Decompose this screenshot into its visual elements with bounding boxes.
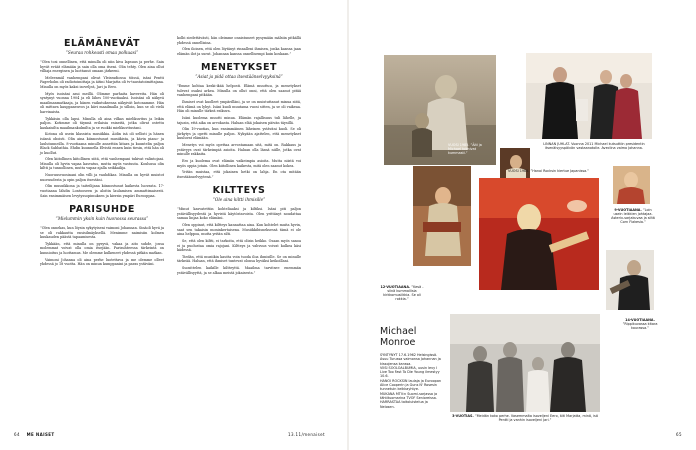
- paragraph: kolbi siedettävästi, hän oleimme onnistuneet pysymään mälsiin pitkällä yhdessä onnellisina.: [177, 36, 301, 45]
- profile-name: Michael Monroe: [380, 326, 417, 348]
- paragraph: Kotona oli usein klassista musiikkia. Äidin isä oli sellisti ja hänen isänsä oboisti. Olin aina kiinnostunut musiikista, ja kävin piano- ja laulutunneilla. 8-vuotiaana minulle annettiin kitara ja kuuntelin paljon Black Sabbathia. Ehdin kuunnella Elvistä ennen kuin tiesin, että hän oli jo kuollut.: [40, 132, 164, 155]
- paragraph: Nuoruusvuosinani olin villi ja vauhdikas. Minulla on hyvät muistot nuoruudesta ja opin paljon itsestäni.: [40, 173, 164, 182]
- left-column-1: [40, 36, 164, 269]
- caption-head: 14-VUOTIAANA.: [625, 318, 655, 322]
- paragraph: Olen kiitollinen kiitollinen siitä, että vanhempani tukivat valintojani. Minulla oli hyvin vapaa kasvatus, mutta myös vastuuta. Koulussa olin kiltti ja tunnollinen, mutta vapaa-ajalla seikkailija.: [40, 157, 164, 171]
- profile-line: HARRASTAA taitoluistelua ja Nelosen.: [380, 400, 428, 409]
- left-column-2: [177, 36, 301, 277]
- issue-label: 13.11/menaiset: [288, 432, 325, 437]
- section-heading-kiltteys: KILTTEYS: [212, 185, 266, 197]
- profile-line: SYNTYNYT 17.6.1962 Helsingissä. Asuu Turussa vaimonsa Johannan ja kissojensa kanssa.: [380, 353, 441, 366]
- magazine-brand: ME NAISET: [26, 432, 55, 437]
- section-heading-parisuhde: PARISUHDE: [69, 204, 135, 216]
- paragraph: ”Minut kasvatettiin kohteliaaksi ja kiltiksi. Isäni piti paljon ystävällisyydestä ja hyvistä käytöstavoista. Olen yrittänyt noudattaa samaa linjaa koko elämäni.: [177, 207, 301, 221]
- caption-text: ”Rippikuvassa kitara kourassa.”: [622, 322, 658, 331]
- photo-image: [526, 53, 652, 139]
- footer-right: [676, 432, 682, 437]
- paragraph: Menetys voi myös opettaa arvostamaan sitä, mitä on. Rakkaus ja ystävyys ovat tärkeimpiä asioita. Haluan olla läsnä niille, jotka ovat minulle rakkaita.: [177, 143, 301, 157]
- photo-12-vuotiaana: [413, 166, 471, 266]
- paragraph: Isäni kuolema muutti minua. Elämän rajallisuus tuli lähelle, ja tajusin, että aika on arvokasta. Haluan elää jokaisen päivän täysillä.: [177, 116, 301, 125]
- caption-text: ”Meidän koko perhe. Vasemmalta isoveljeni Eero, äiti Marjatta, minä, isä Pentti ja vanhin isoveljeni Jari.”: [474, 414, 598, 423]
- paragraph: Olin 19-vuotias, kun ensimmäinen läheinen ystäväni kuoli. Se oli järkytys ja opetti minulle paljon. Nykyään ajattelen, että menetykset kuuluvat elämään.: [177, 127, 301, 141]
- caption-text: LINNAN JUHLAT. Vuonna 2011 Michael kutsuttiin presidentin itsenäisyyspäivän vastaanotolle. Aveclina vaimo Johanna.: [543, 142, 645, 151]
- section-subheading-kiltteys: ”Ole aina kiltti ihmisille”: [212, 197, 266, 203]
- footer-left: [14, 432, 55, 437]
- paragraph: Yritän muistaa, että jokainen hetki on lahja. En ota mitään itsestäänselvyytenä.”: [177, 170, 301, 179]
- caption-head: 9-VUOTIAANA.: [614, 208, 642, 212]
- caption-head: 3-VUOTIAS.: [452, 414, 474, 418]
- paragraph: Ihmiset ovat kuolleet ympärilläni, ja se on muistuttanut minua siitä, että elämä on lyhyt. Isäni kuoli muutama vuosi sitten, ja se oli vaikeaa. Hän oli minulle tärkeä esikuva.: [177, 100, 301, 114]
- paragraph: Olin muusikkona ja taiteilijana kiinnostunut kaikesta luovasta. 17-vuotiaana lähdin Lontooseen ja aloitin laulamisen ammattimaisesti. Sain ensimmäisen levytyssopimuksen ja kiersin ympäri Eurooppaa.: [40, 184, 164, 198]
- paragraph: Olen oppinut, että kiltteys kannattaa aina. Kun kohtelet muita hyvin, saat sen takaisin moninkertaisena. Musiikkibisneksessä tämä ei ole aina helppoa, mutta yritän silti.: [177, 223, 301, 237]
- caption-14-vuotiaana: [620, 318, 660, 330]
- section-subheading-elamanevat: ”Seuraa rohkeasti omaa polkuasi”: [65, 50, 139, 55]
- paragraph: ”Olen tosi onnellinen, että minulla oli niin kiva lapsuus ja perhe. Sain hyvät eväät elämään ja sain olla oma itseni. Olin tehty. Olen aina ollut villiaja energinen ja luottanut omaan järkeeni.: [40, 60, 164, 74]
- caption-text: VUOSI 1985. ”Äiti ja Michael toimivat kummasti.”: [448, 143, 482, 156]
- profile-line: VIISI SOOLOALBUMIA, uusin levy I Live Too Fast To Die Young ilmestyy 10.6.: [380, 365, 440, 379]
- profile-facts: [380, 353, 442, 409]
- paragraph: Meleenmäl vanhempani olivat Yleisradiossa töissä, isäni Pentti Fagerholm oli radiotoimittaja ja äitini Marjatta oli tv-taustatoimittajana. Minulla on myös kaksi isoveljeä, Jari ja Eero.: [40, 75, 164, 89]
- paragraph: Vaimoni Johanna oli aina perhe luotettava ja me olemme olleet yhdessä jo 18 vuotta. Hän on minun kumppanini ja paras ystäväni.: [40, 257, 164, 267]
- caption-1985-family: [448, 143, 494, 155]
- section-subheading-menetykset: ”Asiat ja pidä ottaa itsestäänselvyyksinä”: [195, 74, 283, 80]
- caption-head: 12-VUOTIAANA.: [380, 285, 411, 289]
- profile-line: HANOI ROCKSIN laulaja ja Euroopan Alice Cooperin ja Guns N' Rosesin tunnetuin keikkayhtye.: [380, 378, 442, 392]
- paragraph: Tykkäsin olla lapsi. Minulla oli aina vilkas mielikuvitus ja leikin paljon. Kotimme oli täynnä erilaisia esineitä, jotka olivat ostettu kaukaisilta maailmankulmilta ja se ruokki mielikuvitustani.: [40, 116, 164, 130]
- photo-3-vuotias-family: [450, 314, 600, 412]
- photo-image: [606, 250, 654, 310]
- paragraph: Se, että olen kiltti, ei tarkoita, että olisin heikko. Osaan myös sanoa ei ja puolustaa omia rajojani. Kiltteys ja vahvuus voivat kulkea käsi kädessä.: [177, 239, 301, 253]
- paragraph: Ero ja kuolema ovat elämän vaikeimpia asioita. Mutta niistä voi myös oppia jotain. Olen kiitollinen kaikesta, mitä olen saanut kokea.: [177, 158, 301, 168]
- paragraph: ”Emme kohtaa keski-ikää helposti. Elämä muuttuu, ja menetykset tulevat osaksi arkea. Minulla on ollut onni, että olen saanut pitää vanhempani pitkään.: [177, 84, 301, 98]
- section-subheading-parisuhde: ”Mielummin yksin kuin huonossa seurassa”: [55, 216, 149, 222]
- paragraph: Myös isoisäni asui meillä. Olimme parhaita kavereita. Hän oli syntynyt vuonna 1904 ja eli lähes 100-vuotiaaksi. Isoisäni oli näkyvä maailmanmatkaaja, ja hänen vaikutuksensa näkyivät kotonamme. Hän oli mittava kauppaneuvos ja kävi maailmalla jo silloin, kun se oli vielä harvinaista.: [40, 91, 164, 114]
- caption-text: ”Kesä -siinä kummallisia kirkkomusiikkia. Se oli rokkia.”: [383, 285, 424, 302]
- section-heading-menetykset: MENETYKSET: [201, 62, 277, 74]
- photo-linnan-juhlat: [526, 53, 652, 139]
- page-number-left: 64: [14, 432, 20, 437]
- caption-3-vuotias: [450, 414, 600, 422]
- photo-image: [613, 166, 650, 204]
- photo-14-vuotiaana: [606, 250, 654, 310]
- paragraph: ”Olen onnekas, kun löysin sykytyiseni vaimoni Johannan. Sinäoli hyvä ja se oli rakkautta ensisilmäyksellä. Menimme naimisiin kolmen kuukauden päästä tapaamisesta.: [40, 226, 165, 240]
- page-gutter: [347, 0, 349, 450]
- photo-image: [450, 314, 600, 412]
- photo-image: [479, 178, 599, 290]
- caption-text: ”Loin usein leikkien johtajaa. Asterix-sarjakuvaa ja siltä Corn Flakesia.”: [611, 208, 655, 225]
- paragraph: Tiedän, että musiikin kautta voin tuoda iloa ihmisille. Se on minulle tärkeää. Haluan, että ihmiset tuntevat olonsa hyväksi keikoillani.: [177, 254, 301, 264]
- paragraph: Tykkään, että minulla on pysyvä, vakaa ja aito suhde, jossa molemmat voivat olla omia itsejään. Parisuhteessa tärkeintä on kunnioitus ja luottamus. Me olemme kulkeneet yhdessä pitkän matkan.: [40, 241, 164, 255]
- page-number-right: 65: [676, 432, 682, 437]
- photo-image: [413, 166, 471, 266]
- caption-japan-tour: [508, 169, 598, 173]
- footer-issue: [288, 432, 325, 437]
- caption-linnan-juhlat: [540, 142, 648, 150]
- caption-text: VUOSI 1985. ”Hanoi Rocksin kiertue Japanissa.”: [508, 169, 590, 173]
- caption-12-vuotiaana: [378, 285, 426, 301]
- profile-line: MUKANA MTV:n Suomi-sarjassa ja tähtituomarina TVOF Senioreissa.: [380, 391, 438, 400]
- caption-9-vuotiaana: [610, 208, 656, 224]
- photo-japan-tour: [479, 178, 599, 290]
- photo-9-vuotiaana: [613, 166, 650, 204]
- paragraph: Suosittelen kaikille kiltteyttä. Maailma tarvitsee enemmän ystävällisyyttä, ja se alkaa meistä jokaisesta.”: [177, 266, 301, 275]
- section-heading-elamanevat: ELÄMÄNEVÄT: [64, 38, 140, 49]
- paragraph: Olen iloinen, että olen löytänyt rinnalleni ihmisen, jonka kanssa jaan elämän ilot ja surut. Johannan kanssa onnellisempi kuin koskaan.”: [177, 47, 301, 56]
